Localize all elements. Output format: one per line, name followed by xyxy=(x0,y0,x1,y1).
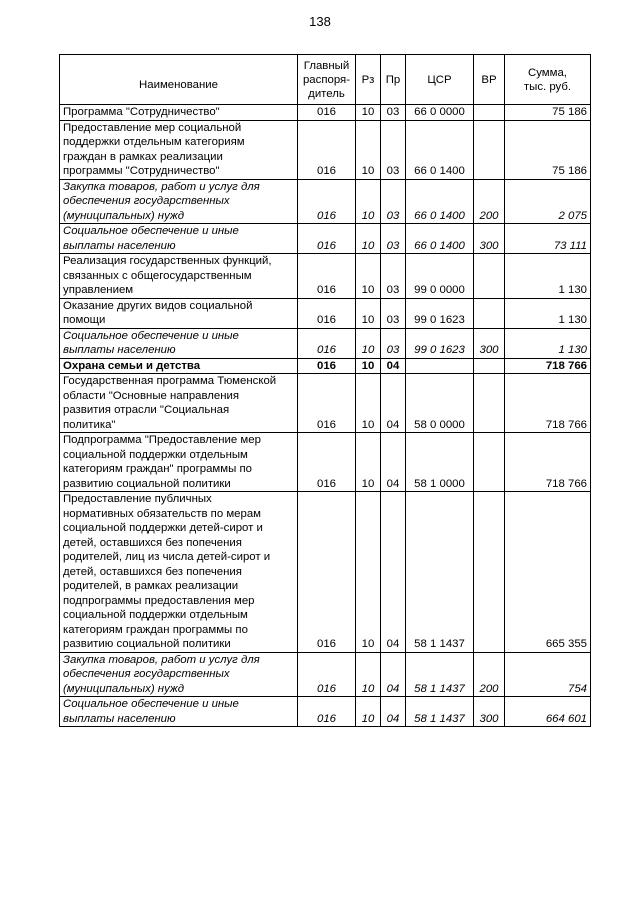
cell-sum: 75 186 xyxy=(505,120,591,179)
cell-name: Социальное обеспечение и иные выплаты населению xyxy=(60,224,298,254)
cell-rz: 10 xyxy=(356,697,381,727)
cell-rz: 10 xyxy=(356,224,381,254)
table-row xyxy=(60,120,591,179)
header-csr: ЦСР xyxy=(406,55,474,105)
cell-rz: 10 xyxy=(356,492,381,653)
table-row xyxy=(60,433,591,492)
cell-pr: 04 xyxy=(381,652,406,697)
cell-admin: 016 xyxy=(298,105,356,121)
cell-vr xyxy=(474,120,505,179)
cell-pr: 04 xyxy=(381,374,406,433)
cell-pr: 03 xyxy=(381,105,406,121)
cell-name: Предоставление публичных нормативных обязательств по мерам социальной поддержки детей-сирот и детей, оставшихся без попечения родителей, лиц из числа детей-сирот и детей, оставшихся без попечения родителей, в рамках реализации подпрограммы предоставления мер социальной поддержки отдельным категориям граждан программы по развитию социальной политики xyxy=(60,492,298,653)
cell-rz: 10 xyxy=(356,105,381,121)
cell-csr: 58 1 0000 xyxy=(406,433,474,492)
table-row xyxy=(60,298,591,328)
cell-vr: 300 xyxy=(474,697,505,727)
cell-rz: 10 xyxy=(356,179,381,224)
cell-sum: 1 130 xyxy=(505,328,591,358)
cell-admin: 016 xyxy=(298,358,356,374)
cell-sum: 718 766 xyxy=(505,433,591,492)
cell-admin: 016 xyxy=(298,374,356,433)
cell-name: Охрана семьи и детства xyxy=(60,358,298,374)
cell-name: Социальное обеспечение и иные выплаты населению xyxy=(60,697,298,727)
table-row xyxy=(60,652,591,697)
cell-pr: 03 xyxy=(381,224,406,254)
cell-rz: 10 xyxy=(356,374,381,433)
cell-vr xyxy=(474,254,505,299)
cell-vr: 200 xyxy=(474,179,505,224)
cell-admin: 016 xyxy=(298,120,356,179)
cell-csr: 66 0 1400 xyxy=(406,120,474,179)
cell-sum: 718 766 xyxy=(505,358,591,374)
table-row xyxy=(60,254,591,299)
cell-admin: 016 xyxy=(298,492,356,653)
cell-admin: 016 xyxy=(298,179,356,224)
cell-csr xyxy=(406,358,474,374)
cell-sum: 73 111 xyxy=(505,224,591,254)
cell-name: Оказание других видов социальной помощи xyxy=(60,298,298,328)
header-name: Наименование xyxy=(60,55,298,105)
cell-sum: 754 xyxy=(505,652,591,697)
cell-rz: 10 xyxy=(356,652,381,697)
table-body xyxy=(60,105,591,727)
cell-name: Программа "Сотрудничество" xyxy=(60,105,298,121)
cell-admin: 016 xyxy=(298,433,356,492)
table-row xyxy=(60,224,591,254)
table-row xyxy=(60,179,591,224)
cell-admin: 016 xyxy=(298,298,356,328)
cell-pr: 03 xyxy=(381,254,406,299)
table-row xyxy=(60,105,591,121)
cell-csr: 66 0 1400 xyxy=(406,179,474,224)
cell-sum: 1 130 xyxy=(505,254,591,299)
cell-admin: 016 xyxy=(298,224,356,254)
table-row xyxy=(60,697,591,727)
cell-sum: 665 355 xyxy=(505,492,591,653)
cell-csr: 66 0 0000 xyxy=(406,105,474,121)
cell-csr: 66 0 1400 xyxy=(406,224,474,254)
header-rz: Рз xyxy=(356,55,381,105)
cell-name: Государственная программа Тюменской области "Основные направления развития отрасли "Социальная политика" xyxy=(60,374,298,433)
cell-pr: 03 xyxy=(381,120,406,179)
table-row xyxy=(60,374,591,433)
header-pr: Пр xyxy=(381,55,406,105)
cell-vr: 300 xyxy=(474,328,505,358)
cell-vr: 300 xyxy=(474,224,505,254)
cell-name: Предоставление мер социальной поддержки отдельным категориям граждан в рамках реализации программы "Сотрудничество" xyxy=(60,120,298,179)
cell-name: Закупка товаров, работ и услуг для обеспечения государственных (муниципальных) нужд xyxy=(60,179,298,224)
cell-csr: 58 1 1437 xyxy=(406,697,474,727)
table-row xyxy=(60,358,591,374)
cell-rz: 10 xyxy=(356,328,381,358)
cell-vr xyxy=(474,358,505,374)
cell-pr: 04 xyxy=(381,358,406,374)
budget-table xyxy=(59,54,591,727)
header-admin: Главный распоря- дитель xyxy=(298,55,356,105)
cell-admin: 016 xyxy=(298,652,356,697)
cell-csr: 58 1 1437 xyxy=(406,652,474,697)
cell-rz: 10 xyxy=(356,254,381,299)
cell-name: Подпрограмма "Предоставление мер социальной поддержки отдельным категориям граждан" программы по развитию социальной политики xyxy=(60,433,298,492)
cell-vr xyxy=(474,105,505,121)
cell-rz: 10 xyxy=(356,120,381,179)
cell-csr: 99 0 0000 xyxy=(406,254,474,299)
cell-sum: 75 186 xyxy=(505,105,591,121)
cell-rz: 10 xyxy=(356,298,381,328)
cell-rz: 10 xyxy=(356,358,381,374)
cell-name: Социальное обеспечение и иные выплаты населению xyxy=(60,328,298,358)
cell-pr: 04 xyxy=(381,492,406,653)
table-row xyxy=(60,328,591,358)
cell-name: Закупка товаров, работ и услуг для обеспечения государственных (муниципальных) нужд xyxy=(60,652,298,697)
cell-csr: 99 0 1623 xyxy=(406,328,474,358)
cell-pr: 03 xyxy=(381,328,406,358)
cell-vr xyxy=(474,492,505,653)
page-number: 138 xyxy=(309,14,331,29)
table-header-row xyxy=(60,55,591,105)
cell-csr: 99 0 1623 xyxy=(406,298,474,328)
cell-sum: 664 601 xyxy=(505,697,591,727)
table-row xyxy=(60,492,591,653)
cell-vr xyxy=(474,298,505,328)
cell-sum: 1 130 xyxy=(505,298,591,328)
cell-rz: 10 xyxy=(356,433,381,492)
cell-csr: 58 0 0000 xyxy=(406,374,474,433)
cell-pr: 03 xyxy=(381,179,406,224)
header-vr: ВР xyxy=(474,55,505,105)
cell-admin: 016 xyxy=(298,254,356,299)
cell-sum: 718 766 xyxy=(505,374,591,433)
cell-vr xyxy=(474,433,505,492)
cell-admin: 016 xyxy=(298,697,356,727)
cell-csr: 58 1 1437 xyxy=(406,492,474,653)
cell-pr: 04 xyxy=(381,433,406,492)
cell-pr: 04 xyxy=(381,697,406,727)
cell-vr xyxy=(474,374,505,433)
cell-pr: 03 xyxy=(381,298,406,328)
cell-admin: 016 xyxy=(298,328,356,358)
cell-sum: 2 075 xyxy=(505,179,591,224)
cell-vr: 200 xyxy=(474,652,505,697)
header-sum: Сумма, тыс. руб. xyxy=(505,55,591,105)
cell-name: Реализация государственных функций, связанных с общегосударственным управлением xyxy=(60,254,298,299)
